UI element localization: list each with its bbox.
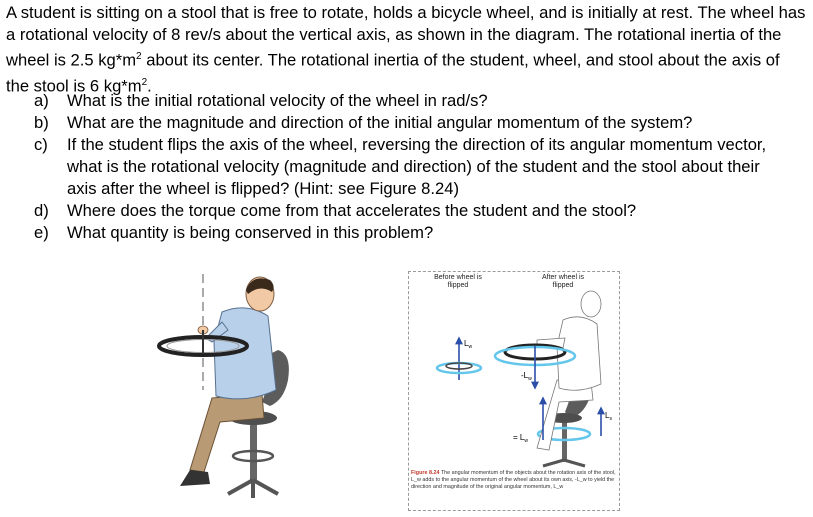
question-list — [34, 90, 774, 244]
shoe — [180, 470, 210, 486]
question-text: What is the initial rotational velocity of the wheel in rad/s? — [67, 91, 488, 110]
question-item — [34, 134, 774, 200]
student-stool-illustration — [150, 272, 310, 512]
stool-base — [228, 480, 278, 498]
question-label: d) — [34, 201, 49, 220]
figure-caption — [411, 470, 617, 492]
question-text: What are the magnitude and direction of the initial angular momentum of the system? — [67, 113, 693, 132]
caption-figure-number: Figure 8.24 — [411, 470, 440, 476]
neg-lw-label: $-L_w$ — [521, 371, 532, 382]
question-text: What quantity is being conserved in this problem? — [67, 223, 434, 242]
ls-label: $L_s$ — [605, 411, 612, 422]
question-item — [34, 200, 774, 222]
question-text: If the student flips the axis of the wheel, reversing the direction of its angular momentum vector, what is the rotational velocity (magnitude and direction) of the student and the stool about their axis after the wheel is flipped? (Hint: see Figure 8.24) — [67, 135, 767, 198]
caption-text: The angular momentum of the objects about the rotation axis of the stool, L_w adds to the angular momentum of the wheel about its own axis, -L_w to yield the direction and magnitude of the original angular momentum, L_w — [411, 470, 616, 491]
question-item — [34, 90, 774, 112]
stool-base-after — [543, 460, 585, 466]
question-label: b) — [34, 113, 49, 132]
question-item — [34, 112, 774, 134]
eq-lw-label: = $L_w$ — [513, 433, 528, 444]
after-label: After wheel is flipped — [541, 274, 585, 289]
question-label: a) — [34, 91, 49, 110]
student-stool-drawing — [150, 272, 310, 512]
figure-drawing — [409, 272, 619, 468]
head-after — [581, 291, 601, 317]
before-label: Before wheel is flipped — [434, 274, 482, 289]
question-text: Where does the torque come from that accelerates the student and the stool? — [67, 201, 637, 220]
lw-label-before: $L_w$ — [464, 339, 473, 350]
question-item — [34, 222, 774, 244]
question-label: e) — [34, 223, 49, 242]
problem-intro: A student is sitting on a stool that is free to rotate, holds a bicycle wheel, and is initially at rest. The wheel has a rotational velocity of 8 rev/s about the vertical axis, as shown in the diagram. The rotational inertia of the wheel is 2.5 $kg*m^2$ about its center. The rotational inertia of the student, wheel, and stool about the axis of the stool is 6 $kg*m^2$. — [6, 3, 806, 96]
figure-8-24 — [408, 271, 620, 511]
question-label: c) — [34, 135, 48, 154]
